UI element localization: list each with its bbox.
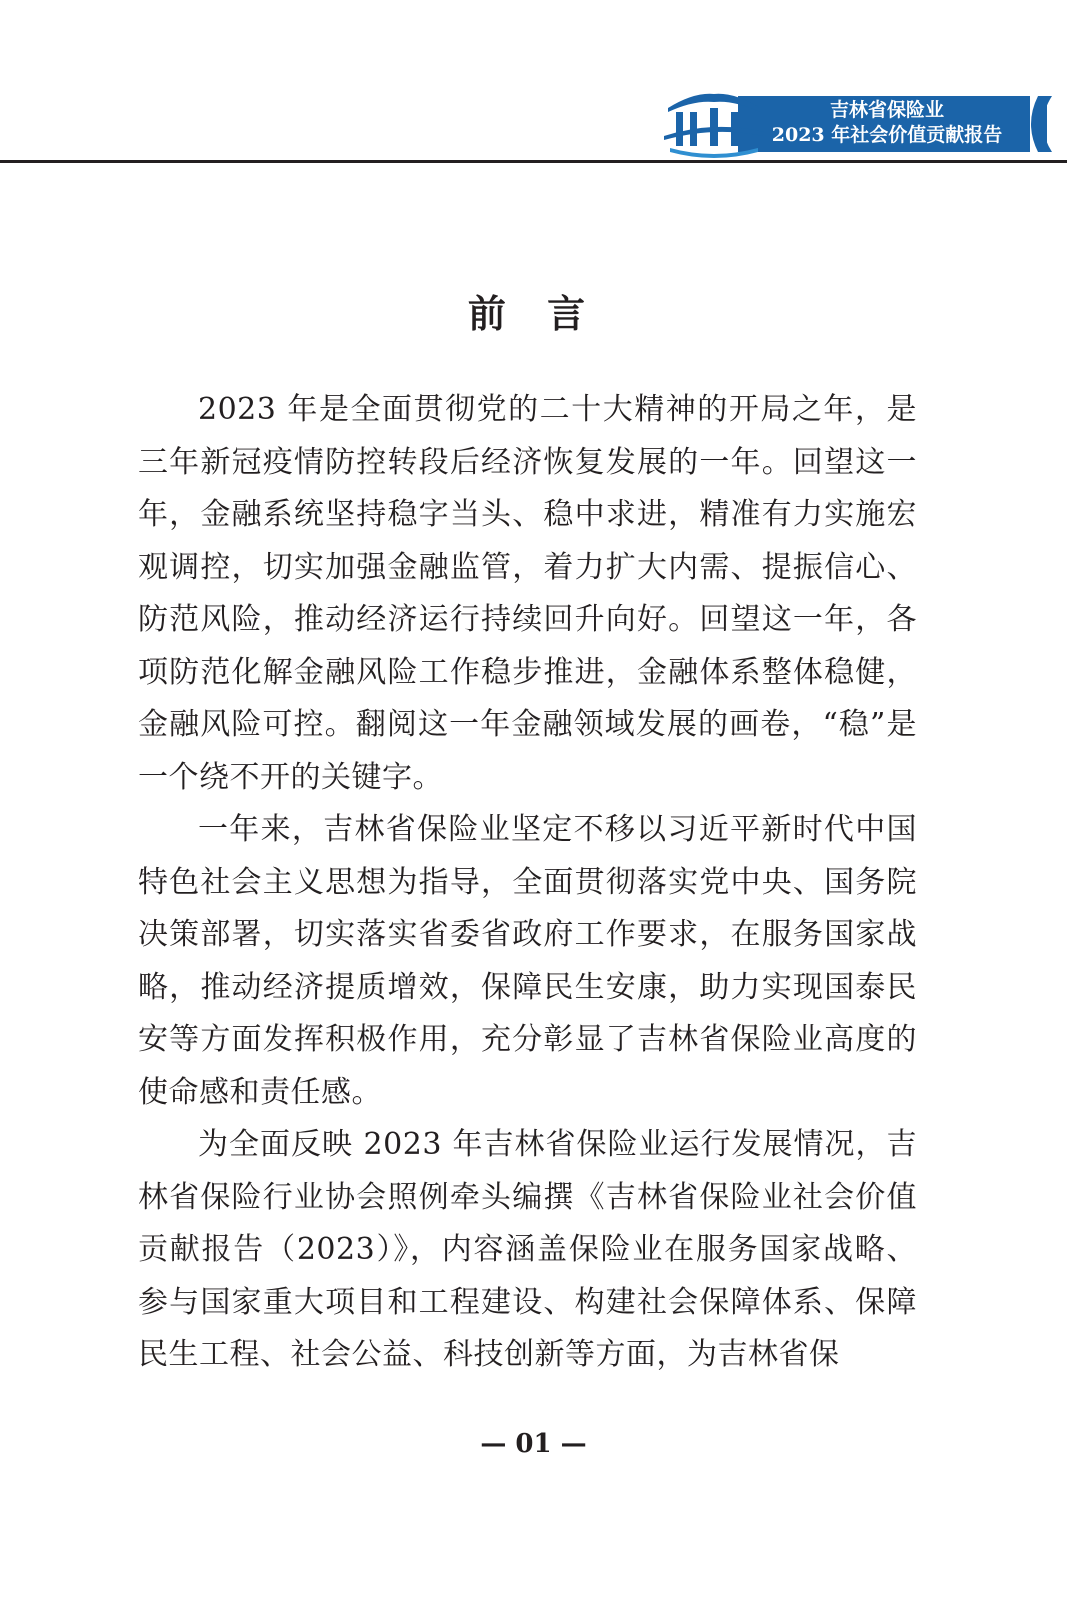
page-title: 前 言 (467, 291, 600, 336)
paragraph-1: 2023 年是全面贯彻党的二十大精神的开局之年，是三年新冠疫情防控转段后经济恢复发展的一年。回望这一年，金融系统坚持稳字当头、稳中求进，精准有力实施宏观调控，切实加强金融监管，着力扩大内需、提振信心、防范风险，推动经济运行持续回升向好。回望这一年，各项防范化解金融风险工作稳步推进，金融体系整体稳健，金融风险可控。翻阅这一年金融领域发展的画卷，“稳”是一个绕不开的关键字。 (138, 392, 917, 795)
page-number: — 01 — (480, 1429, 587, 1459)
header-curve-decoration (1030, 96, 1060, 152)
body-text (138, 384, 917, 1382)
report-header-title (742, 98, 1032, 148)
paragraph-2: 一年来，吉林省保险业坚定不移以习近平新时代中国特色社会主义思想为指导，全面贯彻落实党中央、国务院决策部署，切实落实省委省政府工作要求，在服务国家战略，推动经济提质增效，保障民生安康，助力实现国泰民安等方面发挥积极作用，充分彰显了吉林省保险业高度的使命感和责任感。 (138, 812, 917, 1110)
header-divider (0, 160, 1067, 163)
paragraph-3: 为全面反映 2023 年吉林省保险业运行发展情况，吉林省保险行业协会照例牵头编撰《吉林省保险业社会价值贡献报告（2023）》，内容涵盖保险业在服务国家战略、参与国家重大项目和工程建设、构建社会保障体系、保障民生工程、社会公益、科技创新等方面，为吉林省保 (138, 1127, 917, 1372)
header-line-1: 吉林省保险业 (829, 99, 944, 121)
header-line-2: 2023 年社会价值贡献报告 (771, 124, 1003, 146)
